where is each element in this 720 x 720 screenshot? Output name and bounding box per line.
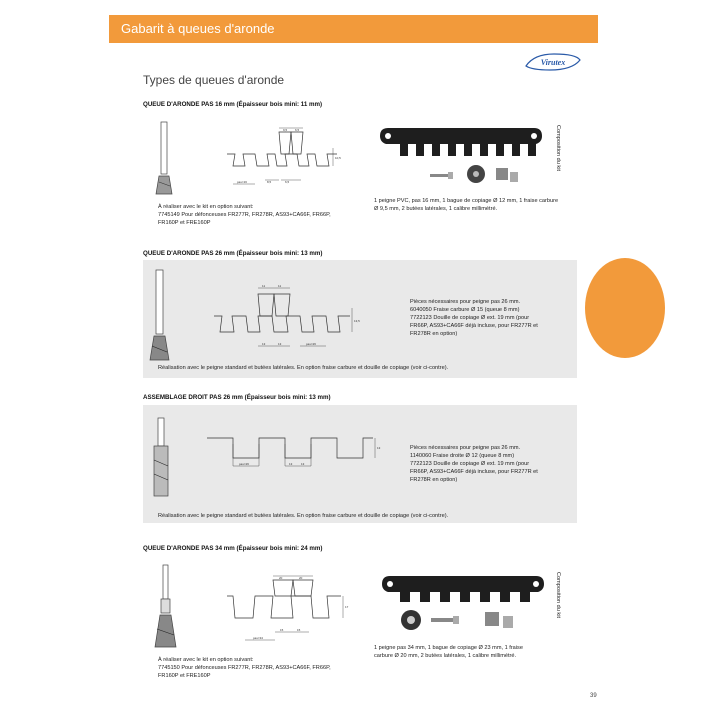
dim-label: 9,5 <box>283 128 288 132</box>
page-title: Types de queues d'aronde <box>143 73 285 87</box>
comb-template-16-image <box>378 126 544 160</box>
dim-label: 13 <box>278 342 282 346</box>
realisation-text: Réalisation avec le peigne standard et butées latérales. En option fraise carbure et douille de copiage (voir ci-contre). <box>158 513 449 519</box>
dim-label: 20 <box>279 576 283 580</box>
dim-label: 13 <box>289 462 293 466</box>
section-title: QUEUE D'ARONDE PAS 26 mm (Épaisseur bois mini: 13 mm) <box>143 250 323 257</box>
router-bit-34-illustration <box>155 563 177 655</box>
kit-composition-text: 1 peigne PVC, pas 16 mm, 1 bague de copiage Ø 12 mm, 1 fraise carbure Ø 9,5 mm, 2 butées latérales, 1 calibre millimétré. <box>374 198 559 212</box>
dovetail-16-profile-diagram <box>225 126 343 186</box>
dim-label: 17 <box>345 605 349 609</box>
realisation-text: Réalisation avec le peigne standard et butées latérales. En option fraise carbure et douille de copiage (voir ci-contre). <box>158 365 449 371</box>
dim-label: 11 <box>262 284 266 288</box>
dim-label: 15 <box>297 628 301 632</box>
dim-label: 11 <box>278 284 282 288</box>
kit-composition-label: Composition du kit <box>555 125 561 172</box>
dim-label: 20 <box>299 576 303 580</box>
page-header: Gabarit à queues d'aronde <box>109 15 598 43</box>
parts-required-text: Pièces nécessaires pour peigne pas 26 mm. 6040050 Fraise carbure Ø 15 (queue 8 mm) 7722123 Douille de copiage Ø ext. 19 mm (pour FR66P, AS93+CA66F déjà incluse, pour FR277R et FR278R en option) <box>410 299 538 337</box>
dim-label: 10,5 <box>335 156 341 160</box>
svg-text:Virutex: Virutex <box>540 58 566 67</box>
page-number: 39 <box>590 693 597 699</box>
dim-label: 15 <box>280 628 284 632</box>
dovetail-34-profile-diagram <box>225 574 355 646</box>
kit-option-text: À réaliser avec le kit en option suivant: 7745149 Pour défonceuses FR277R, FR278R, AS93+CA66F, FR66P, FR160P et FRE160P <box>158 204 331 226</box>
kit-composition-label: Composition du kit <box>555 572 561 619</box>
dim-label: 13 <box>262 342 266 346</box>
orange-side-tab <box>585 258 665 358</box>
kit-accessories-16-image <box>420 162 520 192</box>
dim-label: pas=26 <box>306 342 316 346</box>
parts-required-text: Pièces nécessaires pour peigne pas 26 mm. 1140060 Fraise droite Ø 12 (queue 8 mm) 7722123 Douille de copiage Ø ext. 19 mm (pour FR66P, AS93+CA66F déjà incluse, pour FR277R et FR278R en option) <box>410 445 538 483</box>
comb-template-34-image <box>380 574 546 604</box>
dim-label: 8,5 <box>267 180 272 184</box>
virutex-logo <box>524 52 582 72</box>
dovetail-26-profile-diagram <box>212 280 362 352</box>
dim-label: 6,5 <box>295 128 300 132</box>
kit-option-text: À réaliser avec le kit en option suivant: 7745150 Pour défonceuses FR277R, FR278R, AS93+CA66F, FR66P, FR160P et FRE160P <box>158 657 331 679</box>
dim-label: 13,5 <box>354 319 360 323</box>
dim-label: 13 <box>377 446 381 450</box>
section-title: QUEUE D'ARONDE PAS 34 mm (Épaisseur bois mini: 24 mm) <box>143 545 323 552</box>
straight-bit-illustration <box>150 416 172 502</box>
dim-label: pas=16 <box>237 180 247 184</box>
dim-label: pas=34 <box>253 636 263 640</box>
dim-label: pas=26 <box>239 462 249 466</box>
straight-joint-profile-diagram <box>205 436 385 472</box>
kit-accessories-34-image <box>395 606 525 636</box>
dim-label: 13 <box>301 462 305 466</box>
dim-label: 6,5 <box>285 180 290 184</box>
section-title: QUEUE D'ARONDE PAS 16 mm (Épaisseur bois mini: 11 mm) <box>143 101 323 108</box>
section-title: ASSEMBLAGE DROIT PAS 26 mm (Épaisseur bois mini: 13 mm) <box>143 394 331 401</box>
kit-composition-text: 1 peigne pas 34 mm, 1 bague de copiage Ø 23 mm, 1 fraise carbure Ø 20 mm, 2 butées latérales, 1 calibre millimétré. <box>374 645 523 659</box>
router-bit-16-illustration <box>155 120 175 200</box>
router-bit-26-illustration <box>150 268 170 366</box>
